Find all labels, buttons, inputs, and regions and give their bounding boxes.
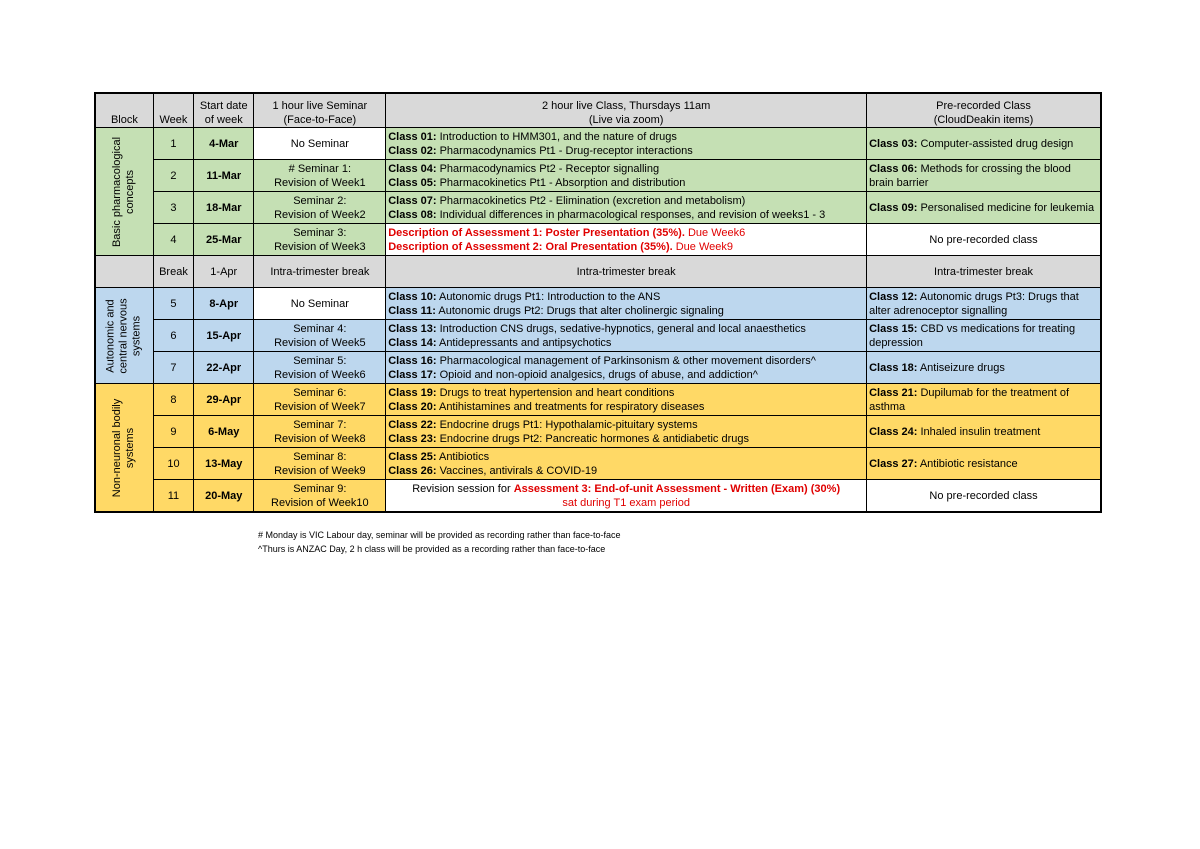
table-row bbox=[95, 384, 1101, 416]
prerecorded-cell bbox=[867, 160, 1101, 192]
class-label: Class 12: bbox=[869, 290, 918, 303]
class-label: Class 26: bbox=[388, 464, 437, 477]
week-cell: 10 bbox=[153, 448, 193, 480]
class-title: Endocrine drugs Pt1: Hypothalamic-pituitary systems bbox=[436, 418, 698, 431]
table-row bbox=[95, 256, 1101, 288]
week-cell: 5 bbox=[153, 288, 193, 320]
class-title: Methods for crossing the blood bbox=[917, 162, 1071, 175]
class-label: Class 23: bbox=[388, 432, 437, 445]
date-cell: 29-Apr bbox=[194, 384, 254, 416]
header-start-date-l2: of week bbox=[204, 114, 243, 126]
seminar-cell: No Seminar bbox=[254, 128, 386, 160]
date-cell: 6-May bbox=[194, 416, 254, 448]
class-title: Endocrine drugs Pt2: Pancreatic hormones & antidiabetic drugs bbox=[436, 432, 749, 445]
table-row bbox=[95, 128, 1101, 160]
class-title: Pharmacokinetics Pt1 - Absorption and distribution bbox=[436, 176, 686, 189]
block-nonneuronal-l1: Non-neuronal bodily bbox=[111, 398, 124, 497]
date-cell: 11-Mar bbox=[194, 160, 254, 192]
seminar-title: Seminar 7: bbox=[293, 418, 347, 431]
date-cell: 22-Apr bbox=[194, 352, 254, 384]
live-class-cell bbox=[386, 352, 867, 384]
class-label: Class 04: bbox=[388, 162, 437, 175]
class-label: Class 16: bbox=[388, 354, 437, 367]
prerecorded-cell bbox=[867, 384, 1101, 416]
week-cell: 8 bbox=[153, 384, 193, 416]
class-title: CBD vs medications for treating bbox=[917, 322, 1076, 335]
seminar-cell: Intra-trimester break bbox=[254, 256, 386, 288]
seminar-subtitle: Revision of Week6 bbox=[274, 368, 366, 381]
seminar-cell bbox=[254, 384, 386, 416]
table-row bbox=[95, 352, 1101, 384]
class-label: Class 22: bbox=[388, 418, 437, 431]
header-live-l1: 2 hour live Class, Thursdays 11am bbox=[541, 100, 711, 112]
live-class-cell bbox=[386, 448, 867, 480]
date-cell: 20-May bbox=[194, 480, 254, 513]
class-label: Class 19: bbox=[388, 386, 437, 399]
week-cell: 11 bbox=[153, 480, 193, 513]
class-label: Class 17: bbox=[388, 368, 437, 381]
seminar-subtitle: Revision of Week3 bbox=[274, 240, 366, 253]
class-label: Class 09: bbox=[869, 201, 918, 214]
class-title: Individual differences in pharmacological responses, and revision of weeks1 - 3 bbox=[436, 208, 826, 221]
class-title-cont: alter adrenoceptor signalling bbox=[869, 304, 1008, 317]
class-label: Class 21: bbox=[869, 386, 918, 399]
class-label: Class 06: bbox=[869, 162, 918, 175]
class-title: Pharmacokinetics Pt2 - Elimination (excretion and metabolism) bbox=[436, 194, 746, 207]
class-label: Class 15: bbox=[869, 322, 918, 335]
block-nonneuronal bbox=[95, 384, 153, 513]
date-cell: 15-Apr bbox=[194, 320, 254, 352]
class-title: Pharmacodynamics Pt1 - Drug-receptor interactions bbox=[436, 144, 693, 157]
header-start-date bbox=[194, 93, 254, 128]
live-class-cell bbox=[386, 224, 867, 256]
class-title-cont: brain barrier bbox=[869, 176, 929, 189]
seminar-subtitle: Revision of Week10 bbox=[271, 496, 369, 509]
table-row bbox=[95, 480, 1101, 513]
week-cell: Break bbox=[153, 256, 193, 288]
revision-text: Revision session for bbox=[412, 482, 514, 495]
seminar-title: Seminar 2: bbox=[293, 194, 347, 207]
prerecorded-cell bbox=[867, 416, 1101, 448]
seminar-subtitle: Revision of Week1 bbox=[274, 176, 366, 189]
block-nonneuronal-l2: systems bbox=[124, 427, 137, 468]
table-row bbox=[95, 160, 1101, 192]
class-label: Class 25: bbox=[388, 450, 437, 463]
live-class-cell: Intra-trimester break bbox=[386, 256, 867, 288]
assessment-description: Description of Assessment 2: Oral Presentation (35%). bbox=[388, 240, 673, 253]
week-cell: 6 bbox=[153, 320, 193, 352]
seminar-subtitle: Revision of Week9 bbox=[274, 464, 366, 477]
class-title-cont: asthma bbox=[869, 400, 906, 413]
header-seminar bbox=[254, 93, 386, 128]
date-cell: 25-Mar bbox=[194, 224, 254, 256]
table-row bbox=[95, 192, 1101, 224]
seminar-subtitle: Revision of Week2 bbox=[274, 208, 366, 221]
table-row bbox=[95, 224, 1101, 256]
header-seminar-l2: (Face-to-Face) bbox=[283, 114, 357, 126]
live-class-cell bbox=[386, 384, 867, 416]
header-live-l2: (Live via zoom) bbox=[588, 114, 664, 126]
table-row bbox=[95, 448, 1101, 480]
date-cell: 13-May bbox=[194, 448, 254, 480]
block-autonomic-l3: systems bbox=[130, 315, 143, 356]
date-cell: 18-Mar bbox=[194, 192, 254, 224]
week-cell: 9 bbox=[153, 416, 193, 448]
live-class-cell bbox=[386, 480, 867, 513]
class-title: Opioid and non-opioid analgesics, drugs of abuse, and addiction^ bbox=[436, 368, 758, 381]
class-title: Autonomic drugs Pt1: Introduction to the ANS bbox=[436, 290, 661, 303]
seminar-cell bbox=[254, 224, 386, 256]
block-autonomic-l1: Autonomic and bbox=[104, 298, 117, 373]
class-title: Antihistamines and treatments for respiratory diseases bbox=[436, 400, 705, 413]
prerecorded-cell: No pre-recorded class bbox=[867, 480, 1101, 513]
header-week: Week bbox=[153, 93, 193, 128]
footnote-labour-day: # Monday is VIC Labour day, seminar will be provided as recording rather than face-to-face bbox=[258, 530, 621, 540]
block-empty bbox=[95, 256, 153, 288]
block-basic-l1: Basic pharmacological bbox=[111, 136, 124, 247]
table-row bbox=[95, 320, 1101, 352]
header-row bbox=[95, 93, 1101, 128]
table-row bbox=[95, 288, 1101, 320]
class-label: Class 24: bbox=[869, 425, 918, 438]
live-class-cell bbox=[386, 128, 867, 160]
live-class-cell bbox=[386, 288, 867, 320]
block-basic bbox=[95, 128, 153, 256]
class-title: Antibiotics bbox=[436, 450, 490, 463]
assessment-weight: (30%) bbox=[807, 482, 841, 495]
class-label: Class 07: bbox=[388, 194, 437, 207]
class-label: Class 05: bbox=[388, 176, 437, 189]
class-title: Pharmacological management of Parkinsonism & other movement disorders^ bbox=[436, 354, 816, 367]
header-prerecorded bbox=[867, 93, 1101, 128]
prerecorded-cell bbox=[867, 128, 1101, 160]
footnote-anzac-day: ^Thurs is ANZAC Day, 2 h class will be provided as a recording rather than face-to-face bbox=[258, 544, 606, 554]
class-title: Dupilumab for the treatment of bbox=[917, 386, 1070, 399]
class-title: Antidepressants and antipsychotics bbox=[436, 336, 612, 349]
prerecorded-cell bbox=[867, 352, 1101, 384]
class-label: Class 20: bbox=[388, 400, 437, 413]
seminar-cell bbox=[254, 480, 386, 513]
seminar-cell bbox=[254, 416, 386, 448]
live-class-cell bbox=[386, 160, 867, 192]
class-label: Class 27: bbox=[869, 457, 918, 470]
prerecorded-cell: Intra-trimester break bbox=[867, 256, 1101, 288]
assessment-note: sat during T1 exam period bbox=[562, 496, 690, 509]
assessment-description: Assessment 3: End-of-unit Assessment - Written (Exam) bbox=[513, 482, 808, 495]
class-title: Pharmacodynamics Pt2 - Receptor signalling bbox=[436, 162, 660, 175]
seminar-title: Seminar 6: bbox=[293, 386, 347, 399]
class-label: Class 10: bbox=[388, 290, 437, 303]
live-class-cell bbox=[386, 416, 867, 448]
seminar-cell bbox=[254, 192, 386, 224]
header-block: Block bbox=[95, 93, 153, 128]
week-cell: 3 bbox=[153, 192, 193, 224]
block-autonomic bbox=[95, 288, 153, 384]
seminar-cell bbox=[254, 352, 386, 384]
seminar-title: Seminar 3: bbox=[293, 226, 347, 239]
prerecorded-cell: No pre-recorded class bbox=[867, 224, 1101, 256]
week-cell: 2 bbox=[153, 160, 193, 192]
class-label: Class 13: bbox=[388, 322, 437, 335]
prerecorded-cell bbox=[867, 192, 1101, 224]
class-label: Class 03: bbox=[869, 137, 918, 150]
class-label: Class 01: bbox=[388, 130, 437, 143]
seminar-cell bbox=[254, 448, 386, 480]
week-cell: 1 bbox=[153, 128, 193, 160]
prerecorded-cell bbox=[867, 320, 1101, 352]
seminar-cell bbox=[254, 160, 386, 192]
class-title: Inhaled insulin treatment bbox=[917, 425, 1041, 438]
header-live-class bbox=[386, 93, 867, 128]
schedule-table bbox=[94, 92, 1102, 513]
assessment-due: Due Week9 bbox=[672, 240, 733, 253]
week-cell: 7 bbox=[153, 352, 193, 384]
seminar-subtitle: Revision of Week5 bbox=[274, 336, 366, 349]
live-class-cell bbox=[386, 192, 867, 224]
block-autonomic-l2: central nervous bbox=[117, 297, 130, 374]
assessment-due: Due Week6 bbox=[684, 226, 746, 239]
class-label: Class 14: bbox=[388, 336, 437, 349]
prerecorded-cell bbox=[867, 448, 1101, 480]
class-label: Class 18: bbox=[869, 361, 918, 374]
class-title-cont: depression bbox=[869, 336, 923, 349]
class-title: Autonomic drugs Pt2: Drugs that alter cholinergic signaling bbox=[435, 304, 724, 317]
seminar-cell: No Seminar bbox=[254, 288, 386, 320]
class-label: Class 08: bbox=[388, 208, 437, 221]
assessment-description: Description of Assessment 1: Poster Presentation (35%). bbox=[388, 226, 685, 239]
seminar-title: Seminar 4: bbox=[293, 322, 347, 335]
header-pre-l2: (CloudDeakin items) bbox=[933, 114, 1034, 126]
live-class-cell bbox=[386, 320, 867, 352]
header-seminar-l1: 1 hour live Seminar bbox=[272, 100, 368, 112]
class-title: Autonomic drugs Pt3: Drugs that bbox=[917, 290, 1079, 303]
header-pre-l1: Pre-recorded Class bbox=[936, 100, 1031, 112]
week-cell: 4 bbox=[153, 224, 193, 256]
class-title: Introduction CNS drugs, sedative-hypnotics, general and local anaesthetics bbox=[436, 322, 806, 335]
seminar-title: Seminar 9: bbox=[293, 482, 347, 495]
table-row bbox=[95, 416, 1101, 448]
prerecorded-cell bbox=[867, 288, 1101, 320]
class-title: Computer-assisted drug design bbox=[917, 137, 1074, 150]
class-title: Introduction to HMM301, and the nature of drugs bbox=[436, 130, 677, 143]
class-title: Antiseizure drugs bbox=[917, 361, 1005, 374]
seminar-title: Seminar 8: bbox=[293, 450, 347, 463]
date-cell: 1-Apr bbox=[194, 256, 254, 288]
class-title: Drugs to treat hypertension and heart conditions bbox=[436, 386, 675, 399]
seminar-title: Seminar 5: bbox=[293, 354, 347, 367]
seminar-cell bbox=[254, 320, 386, 352]
class-label: Class 11: bbox=[388, 304, 436, 317]
date-cell: 4-Mar bbox=[194, 128, 254, 160]
class-title: Personalised medicine for leukemia bbox=[917, 201, 1095, 214]
class-label: Class 02: bbox=[388, 144, 437, 157]
date-cell: 8-Apr bbox=[194, 288, 254, 320]
class-title: Antibiotic resistance bbox=[917, 457, 1018, 470]
seminar-subtitle: Revision of Week7 bbox=[274, 400, 366, 413]
seminar-subtitle: Revision of Week8 bbox=[274, 432, 366, 445]
header-start-date-l1: Start date bbox=[199, 100, 248, 112]
class-title: Vaccines, antivirals & COVID-19 bbox=[436, 464, 598, 477]
block-basic-l2: concepts bbox=[124, 169, 137, 214]
seminar-title: # Seminar 1: bbox=[288, 162, 352, 175]
